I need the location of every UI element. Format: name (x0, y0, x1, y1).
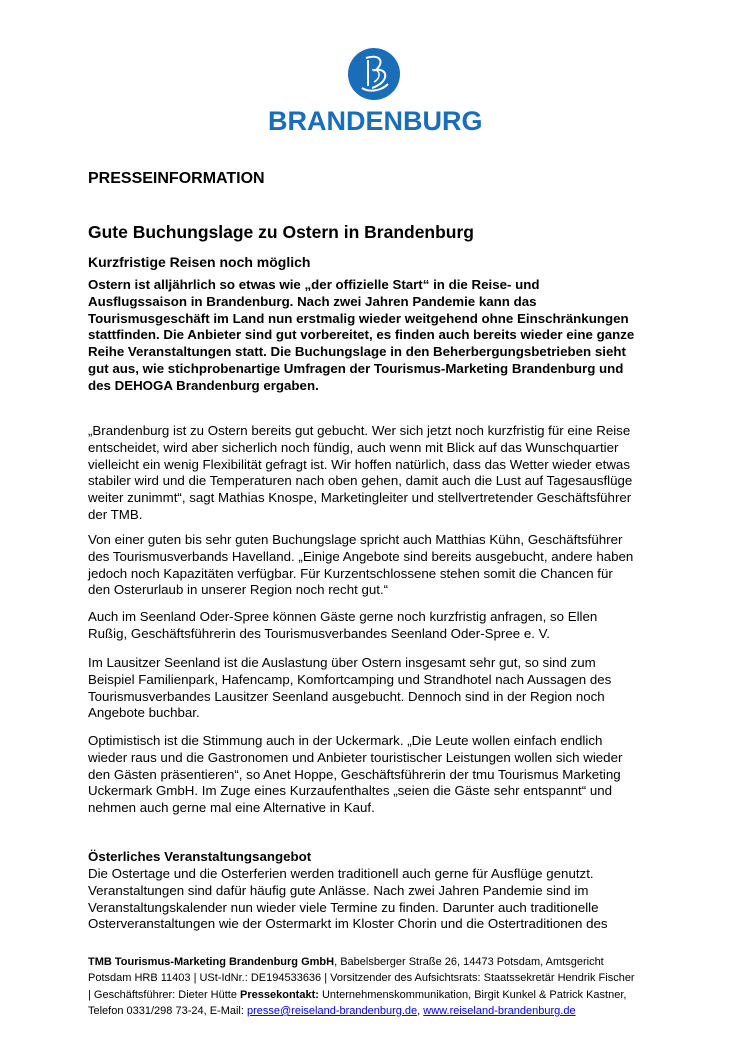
text-line: Optimistisch ist die Stimmung auch in der Uckermark. „Die Leute wollen einfach endlich (88, 733, 603, 748)
document-label: PRESSEINFORMATION (88, 170, 265, 187)
paragraph-3 (88, 609, 597, 643)
text-line: wieder raus und die Gastronomen und Anbieter touristischer Leistungen wollen sich wieder (88, 749, 623, 765)
subtitle: Kurzfristige Reisen noch möglich (88, 254, 311, 270)
text-line: den Osterurlaub in unserer Region noch recht gut.“ (88, 582, 389, 598)
paragraph-2 (88, 532, 633, 599)
text-line: Tourismusverbandes Lausitzer Seenland ausgebucht. Dennoch sind in der Region noch (88, 688, 605, 704)
logo-wordmark: BRANDENBURG (268, 106, 483, 136)
footer-company: TMB Tourismus-Marketing Brandenburg GmbH (88, 956, 335, 968)
text-line: Beispiel Familienpark, Hafencamp, Komfortcamping und Strandhotel nach Aussagen des (88, 671, 612, 687)
text-line: Die Ostertage und die Osterferien werden traditionell auch gerne für Ausflüge genutzt. (88, 866, 594, 881)
footer-registry: Potsdam HRB 11403 | USt-IdNr.: DE194533636 | Vorsitzender des Aufsichtsrats: Staatssekretär Hendrik Fischer (88, 972, 635, 985)
text-line: Von einer guten bis sehr guten Buchungslage spricht auch Matthias Kühn, Geschäftsführer (88, 532, 623, 547)
text-line: vielleicht ein wenig Flexibilität gefragt ist. Wir hoffen natürlich, dass das Wetter wieder etwas (88, 456, 630, 472)
text-line: des Tourismusverbands Havelland. „Einige Angebote sind bereits ausgebucht, andere haben (88, 548, 634, 564)
text-line: Im Lausitzer Seenland ist die Auslastung über Ostern insgesamt sehr gut, so sind zum (88, 655, 596, 670)
section-heading: Österliches Veranstaltungsangebot (88, 849, 312, 864)
text-line: gut aus, wie stichprobenartige Umfragen der Tourismus-Marketing Brandenburg und (88, 360, 624, 376)
page-title: Gute Buchungslage zu Ostern in Brandenburg (88, 222, 474, 242)
email-link[interactable]: presse@reiseland-brandenburg.de (247, 1004, 418, 1017)
logo-emblem-icon (268, 48, 480, 104)
text-line: nehmen auch gerne mal eine Alternative in Kauf. (88, 800, 375, 816)
section-paragraph (88, 866, 608, 933)
text-line: Veranstaltungen sind dafür häufig gute Anlässe. Nach zwei Jahren Pandemie sind im (88, 882, 589, 898)
text-line: Uckermark GmbH. Im Zuge eines Kurzaufenthaltes „seien die Gäste sehr entspannt“ und (88, 783, 612, 799)
paragraph-4 (88, 655, 611, 722)
footer (88, 954, 635, 1019)
website-link[interactable]: www.reiseland-brandenburg.de (423, 1004, 576, 1017)
footer-phone: Telefon 0331/298 73-24, E-Mail: (88, 1004, 247, 1017)
text-line: jedoch noch Kapazitäten verfügbar. Für Kurzentschlossene stehen somit die Chancen für (88, 565, 613, 581)
text-line: Rußig, Geschäftsführerin des Tourismusverbandes Seenland Oder-Spree e. V. (88, 625, 550, 641)
footer-management: | Geschäftsführer: Dieter Hütte (88, 988, 241, 1001)
footer-address: , Babelsberger Straße 26, 14473 Potsdam, Amtsgericht (334, 956, 604, 968)
text-line: weiter zunimmt“, sagt Mathias Knospe, Marketingleiter und stellvertretender Geschäftsführer (88, 490, 632, 506)
text-line: Tourismusgeschäft im Land nun erstmalig wieder weitgehend ohne Einschränkungen (88, 310, 629, 326)
separator: , (417, 1004, 424, 1017)
text-line: Veranstaltungskalender nun wieder viele Termine zu finden. Darunter auch traditionelle (88, 899, 599, 915)
lead-paragraph (88, 277, 634, 395)
text-line: des DEHOGA Brandenburg ergaben. (88, 377, 319, 393)
brandenburg-logo (268, 48, 483, 138)
text-line: Reihe Veranstaltungen statt. Die Buchungslage in den Beherbergungsbetrieben sieht (88, 344, 626, 360)
text-line: stabiler wird und die Temperaturen nach oben gehen, damit auch die Lust auf Tagesausflüge (88, 473, 633, 489)
text-line: Ostern ist alljährlich so etwas wie „der offizielle Start“ in die Reise- und (88, 277, 540, 292)
text-line: den Gästen präsentieren“, so Anet Hoppe, Geschäftsführerin der tmu Tourismus Marketing (88, 766, 621, 782)
text-line: Angebote buchbar. (88, 705, 200, 721)
footer-press-contact: Unternehmenskommunikation, Birgit Kunkel & Patrick Kastner, (318, 988, 627, 1001)
text-line: Auch im Seenland Oder-Spree können Gäste gerne noch kurzfristig anfragen, so Ellen (88, 609, 598, 624)
text-line: stattfinden. Die Anbieter sind gut vorbereitet, es finden auch bereits wieder eine ganze (88, 327, 635, 343)
footer-press-contact-label: Pressekontakt: (240, 988, 319, 1001)
text-line: Ausflugssaison in Brandenburg. Nach zwei Jahren Pandemie kann das (88, 293, 537, 309)
text-line: Osterveranstaltungen wie der Ostermarkt im Kloster Chorin und die Ostertraditionen des (88, 916, 608, 932)
text-line: der TMB. (88, 506, 143, 522)
text-line: entscheidet, wird aber sicherlich noch fündig, auch wenn mit Blick auf das Wunschquartier (88, 439, 619, 455)
paragraph-1 (88, 423, 632, 524)
paragraph-5 (88, 733, 622, 817)
text-line: „Brandenburg ist zu Ostern bereits gut gebucht. Wer sich jetzt noch kurzfristig für eine Reise (88, 423, 631, 438)
